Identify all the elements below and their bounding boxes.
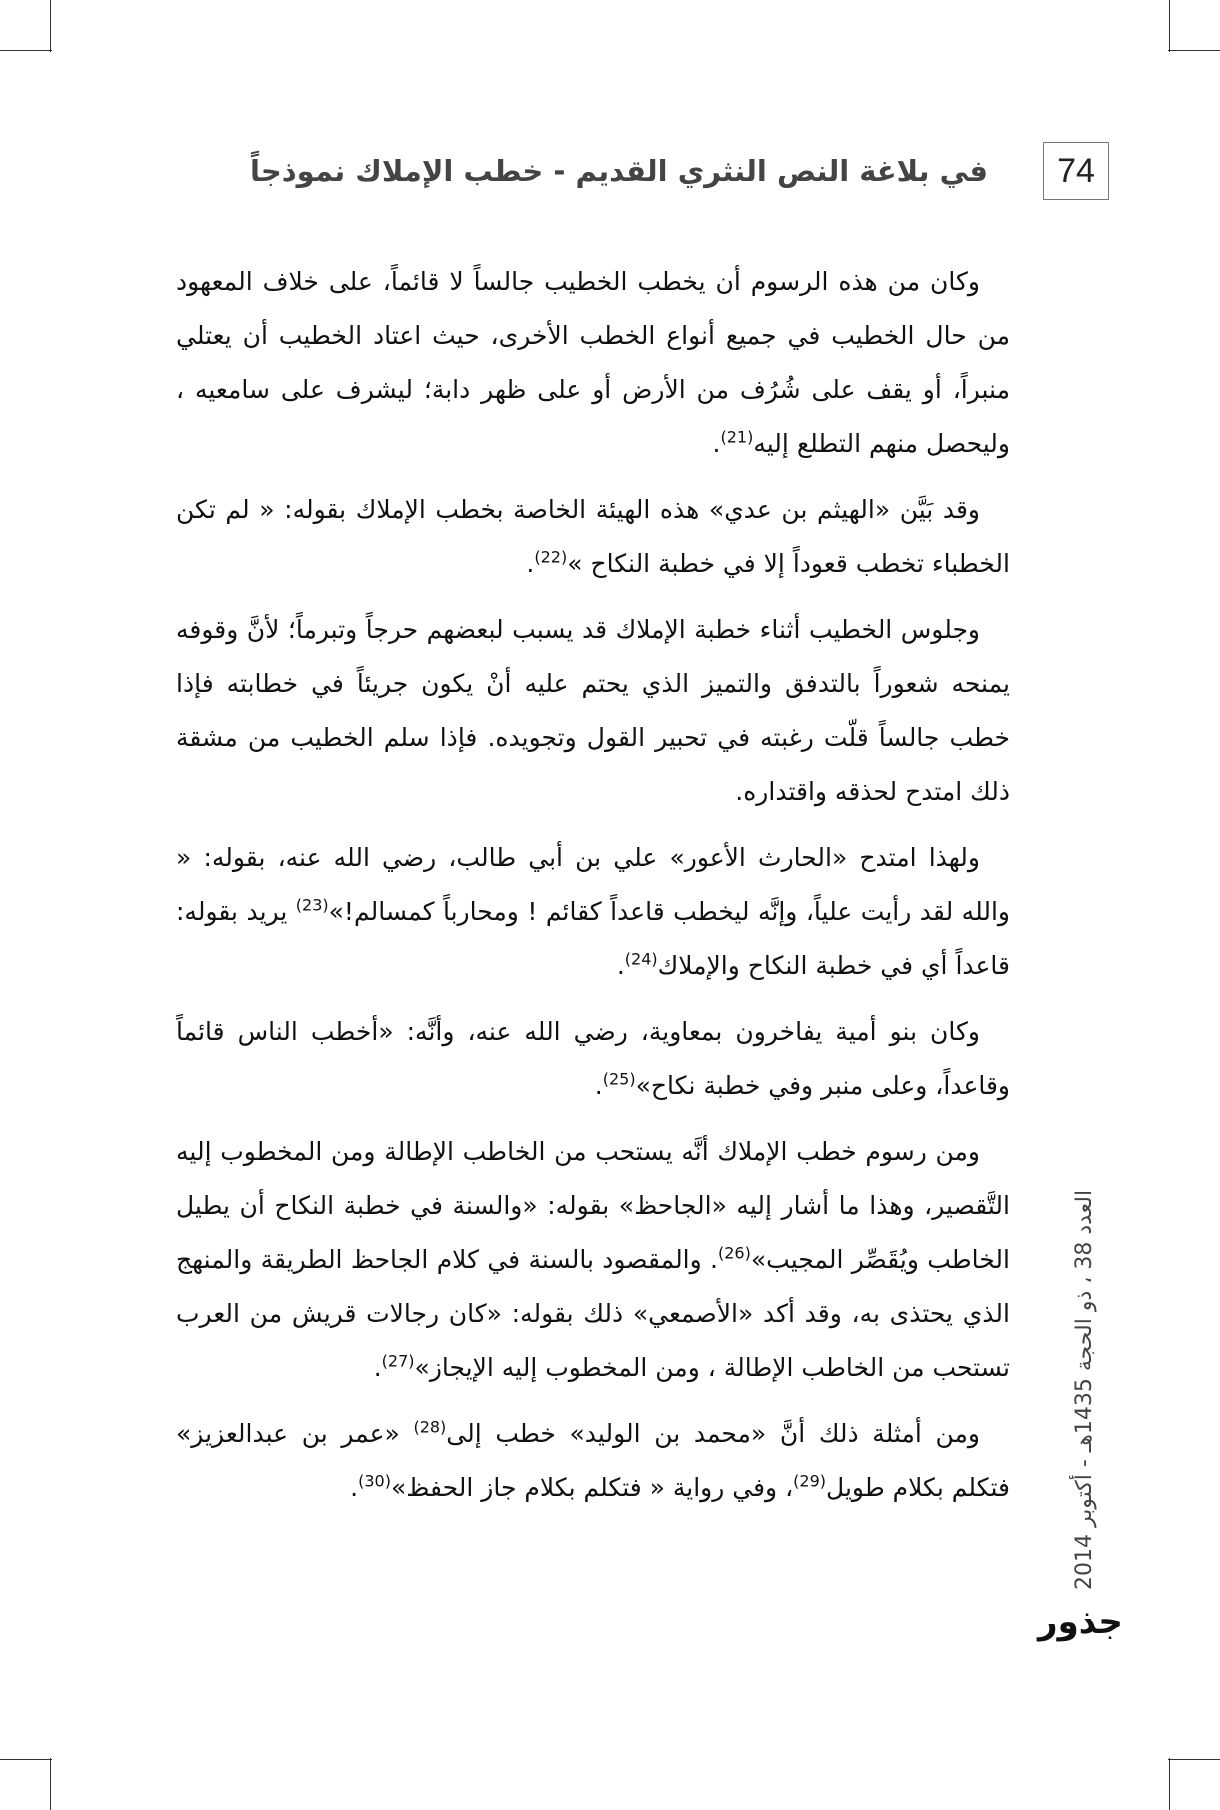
paragraph: وقد بَيَّن «الهيثم بن عدي» هذه الهيئة الخاصة بخطب الإملاك بقوله: « لم تكن الخطباء تخطب قعوداً إلا في خطبة النكاح »$^{(22)}$. [176,495,1010,578]
footnote-ref: (25) [602,1069,636,1089]
footnote-ref: (29) [793,1471,827,1491]
crop-mark [1169,1758,1170,1810]
crop-mark [0,50,52,51]
footnote-ref: (26) [718,1243,751,1263]
running-title: في بلاغة النص النثري القديم - خطب الإملاك نموذجاً [250,154,988,188]
article-body [176,255,1010,1527]
crop-mark [50,0,51,52]
footnote-ref: (21) [720,427,754,447]
crop-mark [50,1758,51,1810]
crop-mark [1169,0,1170,52]
crop-mark [1168,1759,1220,1760]
footnote-ref: (27) [381,1351,415,1371]
footnote-ref: (28) [413,1417,447,1437]
paragraph: ومن رسوم خطب الإملاك أنَّه يستحب من الخاطب الإطالة ومن المخطوب إليه التَّقصير، وهذا ما أشار إليه «الجاحظ» بقوله: «والسنة في خطبة النكاح أن يطيل الخاطب ويُقَصِّر المجيب»$^{(26)}$. والمقصود بالسنة في كلام الجاحظ الطريقة والمنهج الذي يحتذى به، وقد أكد «الأصمعي» ذلك بقوله: «كان رجالات قريش من العرب تستحب من الخاطب الإطالة ، ومن المخطوب إليه الإيجاز»$^{(27)}$. [176,1137,1010,1382]
paragraph: وكان من هذه الرسوم أن يخطب الخطيب جالساً لا قائماً، على خلاف المعهود من حال الخطيب في جميع أنواع الخطب الأخرى، حيث اعتاد الخطيب أن يعتلي منبراً، أو يقف على شُرُف من الأرض أو على ظهر دابة؛ ليشرف على سامعيه ، وليحصل منهم التطلع إليه$^{(21)}$. [176,267,1010,458]
crop-mark [0,1759,52,1760]
footnote-ref: (23) [295,895,329,915]
page-number: 74 [1043,142,1109,200]
issue-info: العدد 38 ، ذو الحجة 1435هـ - أكتوبر 2014 [1072,1189,1097,1590]
footnote-ref: (22) [534,547,568,567]
footnote-ref: (24) [624,949,658,969]
paragraph: ومن أمثلة ذلك أنَّ «محمد بن الوليد» خطب إلى$^{(28)}$ «عمر بن عبدالعزيز» فتكلم بكلام طويل$^{(29)}$، وفي رواية « فتكلم بكلام جاز الحفظ»$^{(30)}$. [176,1417,1010,1502]
paragraph: ولهذا امتدح «الحارث الأعور» علي بن أبي طالب، رضي الله عنه، بقوله: « والله لقد رأيت علياً، وإنَّه ليخطب قاعداً كقائم ! ومحارباً كمسالم!»$^{(23)}$ يريد بقوله: قاعداً أي في خطبة النكاح والإملاك$^{(24)}$. [176,843,1010,980]
paragraph: وكان بنو أمية يفاخرون بمعاوية، رضي الله عنه، وأنَّه: «أخطب الناس قائماً وقاعداً، وعلى منبر وفي خطبة نكاح»$^{(25)}$. [176,1017,1010,1100]
crop-mark [1168,50,1220,51]
journal-logo: جذور [1038,1602,1123,1642]
footnote-ref: (30) [358,1471,391,1491]
paragraph: وجلوس الخطيب أثناء خطبة الإملاك قد يسبب لبعضهم حرجاً وتبرماً؛ لأنَّ وقوفه يمنحه شعوراً بالتدفق والتميز الذي يحتم عليه أنْ يكون جريئاً في خطابته فإذا خطب جالساً قلّت رغبته في تحبير القول وتجويده. فإذا سلم الخطيب من مشقة ذلك امتدح لحذقه واقتداره. [176,615,1010,806]
